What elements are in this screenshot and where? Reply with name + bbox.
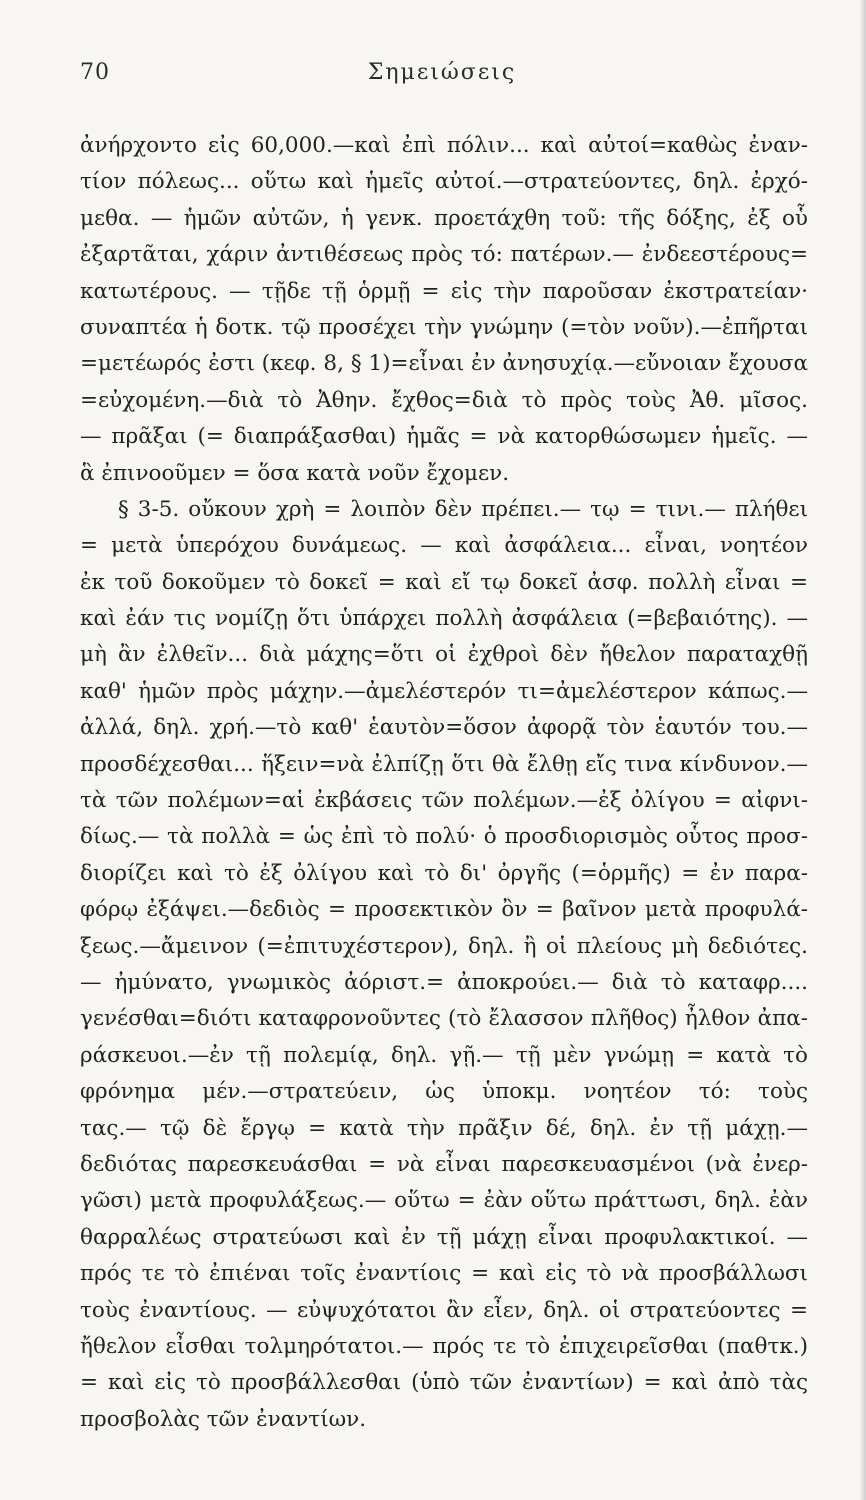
page-edge-shadow <box>860 0 866 1500</box>
text-line: = μετὰ ὑπερόχου δυνάμεως. — καὶ ἀσφάλεια... εἶναι, νοητέον <box>80 533 808 559</box>
text-line: ἃ ἐπινοοῦμεν = ὅσα κατὰ νοῦν ἔχομεν. <box>80 460 510 486</box>
text-line: ξεως.—ἄμεινον (=ἐπιτυχέστερον), δηλ. ἢ οἱ πλείους μὴ δεδιότες. <box>80 933 808 959</box>
text-line: κατωτέρους. — τῇδε τῇ ὁρμῇ = εἰς τὴν παροῦσαν ἐκστρατείαν· <box>80 278 808 304</box>
text-line: τίον πόλεως... οὕτω καὶ ἡμεῖς αὐτοί.—στρατεύοντες, δηλ. ἐρχό- <box>80 169 808 195</box>
page-number: 70 <box>80 60 110 85</box>
notes-text <box>80 128 808 1438</box>
text-line: ἀλλά, δηλ. χρή.—τὸ καθ' ἑαυτὸν=ὅσον ἀφορᾷ τὸν ἑαυτόν του.— <box>80 715 808 741</box>
text-line: ἤθελον εἶσθαι τολμηρότατοι.— πρός τε τὸ ἐπιχειρεῖσθαι (παθτκ.) <box>80 1333 808 1359</box>
text-line: ἐξαρτᾶται, χάριν ἀντιθέσεως πρὸς τό: πατέρων.— ἐνδεεστέρους= <box>80 242 808 268</box>
text-line: ἀνήρχοντο εἰς 60,000.—καὶ ἐπὶ πόλιν... καὶ αὐτοί=καθὼς ἐναν- <box>80 133 808 158</box>
text-line: συναπτέα ἡ δοτκ. τῷ προσέχει τὴν γνώμην (=τὸν νοῦν).—ἐπῆρται <box>80 314 808 340</box>
text-line: θαρραλέως στρατεύωσι καὶ ἐν τῇ μάχῃ εἶναι προφυλακτικοί. — <box>80 1224 808 1250</box>
running-title: Σημειώσεις <box>367 60 517 85</box>
text-line: φρόνημα μέν.—στρατεύειν, ὡς ὑποκμ. νοητέον τό: τοὺς <box>80 1079 808 1105</box>
text-line: πρός τε τὸ ἐπιέναι τοῖς ἐναντίοις = καὶ εἰς τὸ νὰ προσβάλλωσι <box>80 1261 808 1287</box>
text-line: δίως.— τὰ πολλὰ = ὡς ἐπὶ τὸ πολύ· ὁ προσδιορισμὸς οὗτος προσ- <box>80 824 808 850</box>
text-line: = καὶ εἰς τὸ προσβάλλεσθαι (ὑπὸ τῶν ἐναντίων) = καὶ ἀπὸ τὰς <box>80 1370 808 1396</box>
text-line: ἐκ τοῦ δοκοῦμεν τὸ δοκεῖ = καὶ εἴ τῳ δοκεῖ ἀσφ. πολλὴ εἶναι = <box>80 569 808 595</box>
text-line: καθ' ἡμῶν πρὸς μάχην.—ἀμελέστερόν τι=ἀμελέστερον κάπως.— <box>80 678 808 704</box>
text-line: προσδέχεσθαι... ἥξειν=νὰ ἐλπίζῃ ὅτι θὰ ἔλθῃ εἴς τινα κίνδυνον.— <box>80 751 808 777</box>
section-heading-line: § 3-5. οὔκουν χρὴ = λοιπὸν δὲν πρέπει.— τῳ = τινι.— πλήθει <box>118 496 808 522</box>
text-line: προσβολὰς τῶν ἐναντίων. <box>80 1406 367 1432</box>
text-line: τοὺς ἐναντίους. — εὐψυχότατοι ἂν εἶεν, δηλ. οἱ στρατεύοντες = <box>80 1297 808 1323</box>
text-line: γῶσι) μετὰ προφυλάξεως.— οὕτω = ἐὰν οὕτω πράττωσι, δηλ. ἐὰν <box>80 1188 808 1214</box>
text-line: διορίζει καὶ τὸ ἐξ ὀλίγου καὶ τὸ δι' ὀργῆς (=ὁρμῆς) = ἐν παρα- <box>80 860 808 886</box>
text-line: =μετέωρός ἐστι (κεφ. 8, § 1)=εἶναι ἐν ἀνησυχίᾳ.—εὔνοιαν ἔχουσα <box>80 351 808 377</box>
text-line: μὴ ἂν ἐλθεῖν... διὰ μάχης=ὅτι οἱ ἐχθροὶ δὲν ἤθελον παραταχθῇ <box>80 642 808 668</box>
text-line: τας.— τῷ δὲ ἔργῳ = κατὰ τὴν πρᾶξιν δέ, δηλ. ἐν τῇ μάχῃ.— <box>80 1115 808 1141</box>
text-line: δεδιότας παρεσκευάσθαι = νὰ εἶναι παρεσκευασμένοι (νὰ ἐνερ- <box>80 1151 808 1177</box>
text-line: καὶ ἐάν τις νομίζῃ ὅτι ὑπάρχει πολλὴ ἀσφάλεια (=βεβαιότης). — <box>80 606 808 632</box>
page-header <box>80 60 804 100</box>
text-line: μεθα. — ἡμῶν αὐτῶν, ἡ γενκ. προετάχθη τοῦ: τῆς δόξης, ἐξ οὗ <box>80 205 808 231</box>
text-line: =εὐχομένη.—διὰ τὸ Ἀθην. ἔχθος=διὰ τὸ πρὸς τοὺς Ἀθ. μῖσος. <box>80 387 808 413</box>
text-line: ράσκευοι.—ἐν τῇ πολεμίᾳ, δηλ. γῇ.— τῇ μὲν γνώμῃ = κατὰ τὸ <box>80 1042 808 1068</box>
text-line: τὰ τῶν πολέμων=αἱ ἐκβάσεις τῶν πολέμων.—ἐξ ὀλίγου = αἰφνι- <box>80 788 808 814</box>
text-line: — πρᾶξαι (= διαπράξασθαι) ἡμᾶς = νὰ κατορθώσωμεν ἡμεῖς. — <box>80 424 808 450</box>
text-line: — ἠμύνατο, γνωμικὸς ἀόριστ.= ἀποκρούει.— διὰ τὸ καταφρ.... <box>80 969 808 995</box>
text-line: γενέσθαι=διότι καταφρονοῦντες (τὸ ἔλασσον πλῆθος) ἦλθον ἀπα- <box>80 1006 808 1032</box>
text-line: φόρῳ ἐξάψει.—δεδιὸς = προσεκτικὸν ὂν = βαῖνον μετὰ προφυλά- <box>80 897 808 923</box>
